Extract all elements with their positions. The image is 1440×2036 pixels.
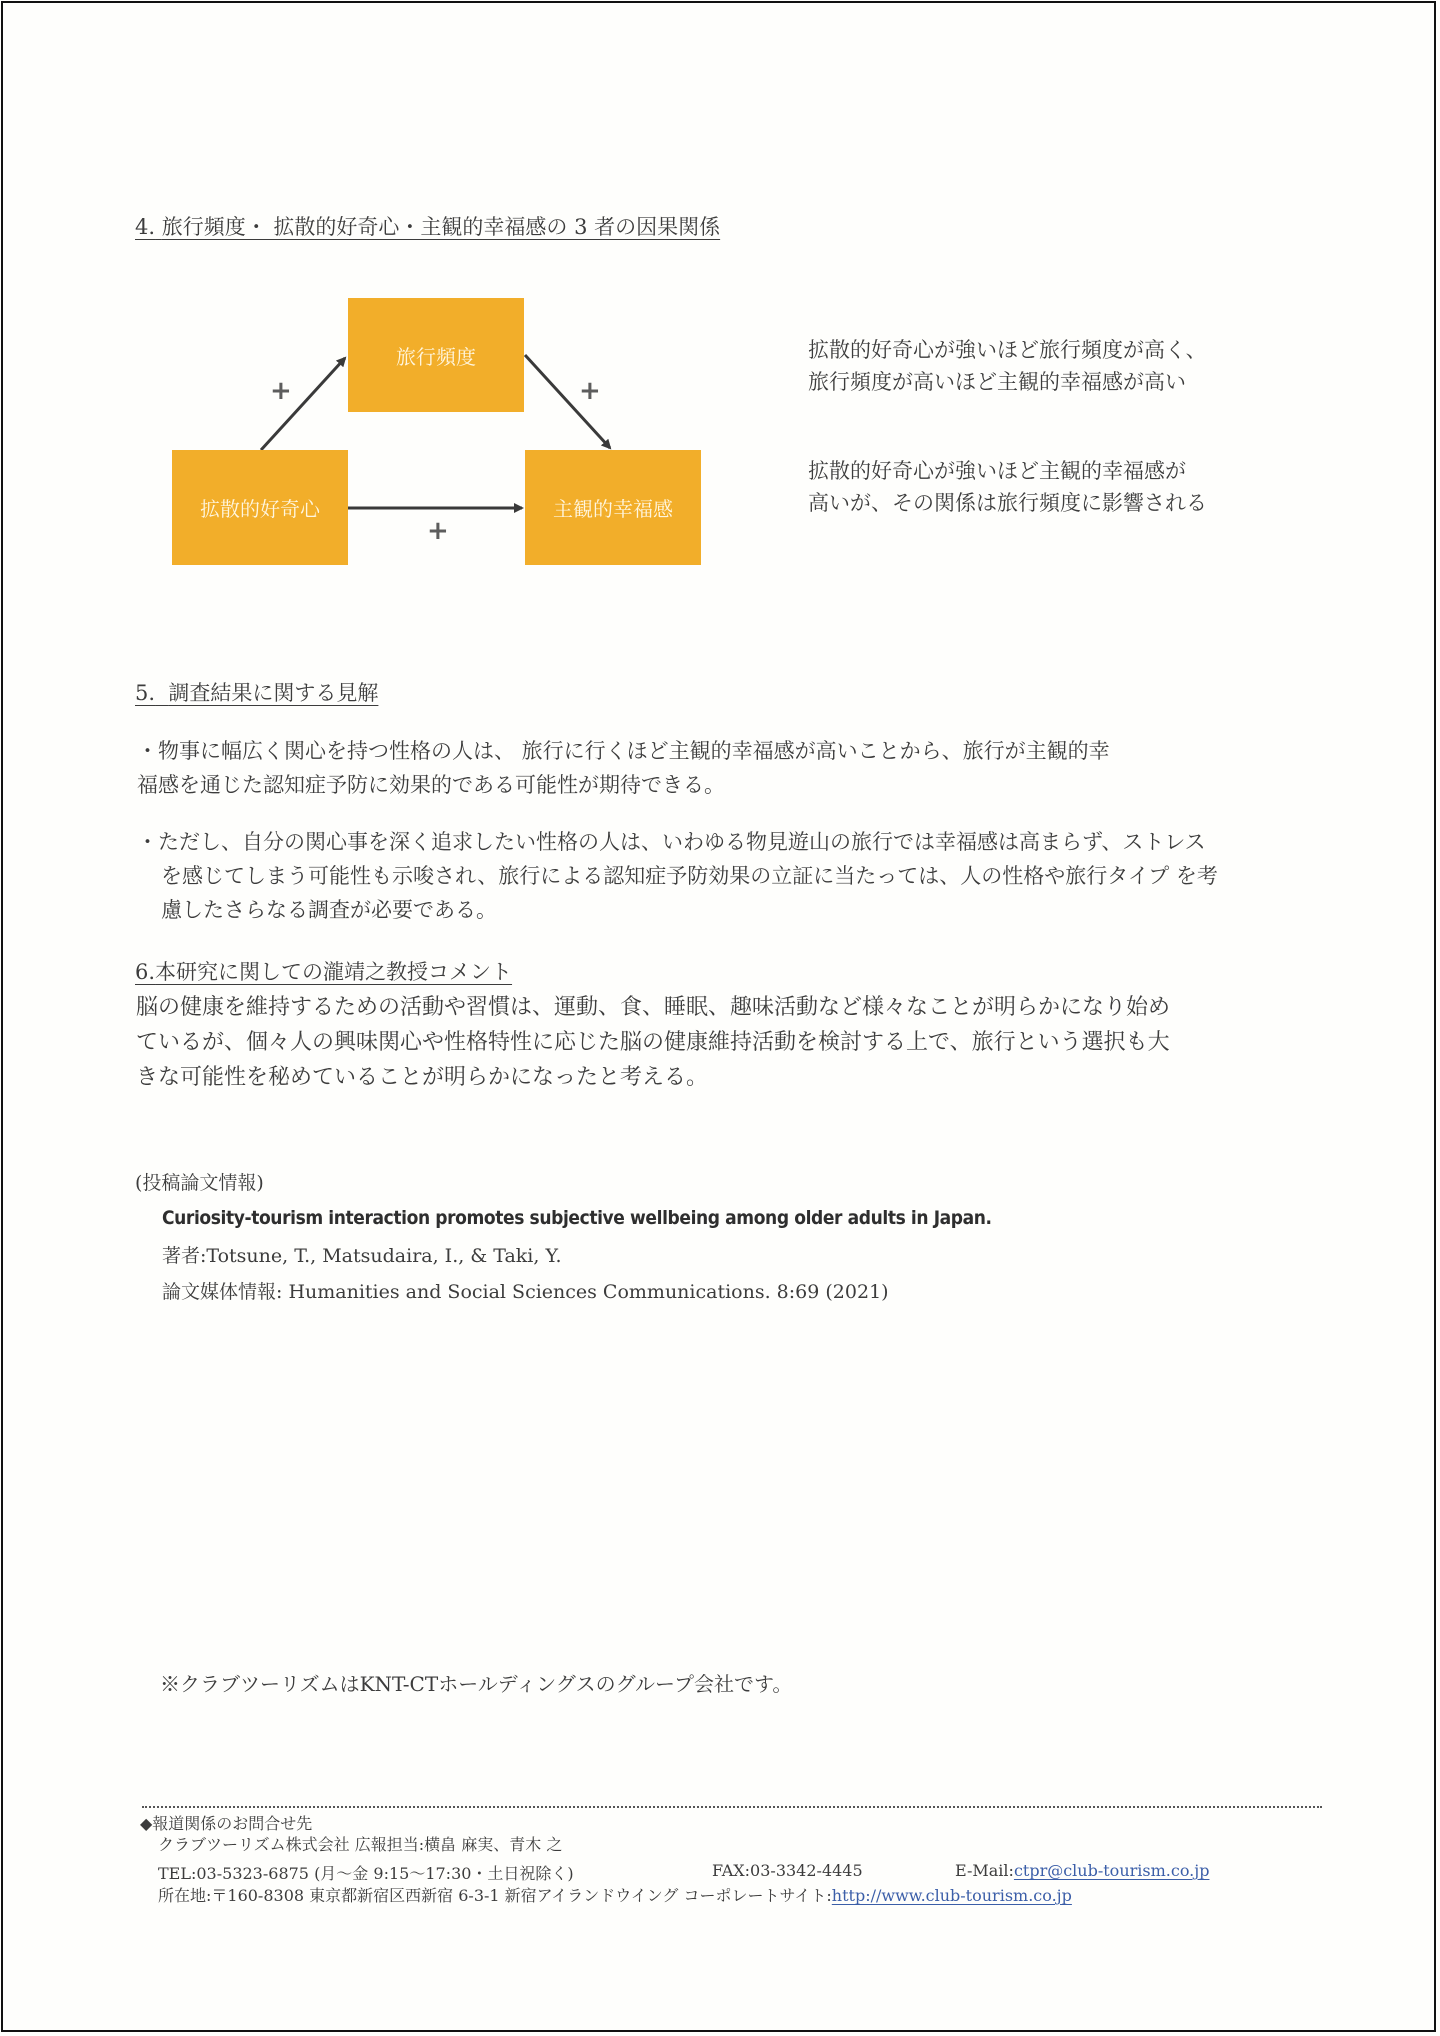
section-6-comment <box>136 990 1170 1095</box>
diagram-note-1 <box>808 334 1207 398</box>
section-4-number: 4. <box>135 215 156 239</box>
section-6-number: 6. <box>135 960 156 984</box>
group-company-note: ※クラブツーリズムはKNT-CTホールディングスのグループ会社です。 <box>160 1672 793 1696</box>
diagram-note-2 <box>808 455 1207 519</box>
contact-email <box>955 1861 1209 1880</box>
note-line: 拡散的好奇心が強いほど主観的幸福感が <box>808 459 1186 483</box>
paper-authors <box>162 1241 562 1268</box>
contact-company: クラブツーリズム株式会社 広報担当:横畠 麻実、青木 之 <box>158 1835 563 1854</box>
text-line: きな可能性を秘めていることが明らかになったと考える。 <box>136 1065 709 1090</box>
authors-value: Totsune, T., Matsudaira, I., & Taki, Y. <box>206 1245 562 1267</box>
media-value: Humanities and Social Sciences Communications. 8:69 (2021) <box>288 1281 889 1303</box>
plus-sign-curiosity-travel: + <box>270 376 292 406</box>
plus-sign-travel-wellbeing: + <box>579 376 601 406</box>
paper-title: Curiosity-tourism interaction promotes subjective wellbeing among older adults in Japan. <box>162 1207 992 1229</box>
contact-tel: TEL:03-5323-6875 (月～金 9:15～17:30・土日祝除く) <box>158 1864 574 1883</box>
node-label: 旅行頻度 <box>396 344 476 369</box>
section-5-number: 5. <box>135 681 156 705</box>
section-5-heading <box>135 677 378 707</box>
note-line: 拡散的好奇心が強いほど旅行頻度が高く、 <box>808 338 1207 362</box>
address-text: 所在地:〒160-8308 東京都新宿区西新宿 6-3-1 新宿アイランドウイング コーポレートサイト: <box>158 1886 832 1905</box>
section-6-heading <box>135 956 512 986</box>
email-link[interactable]: ctpr@club-tourism.co.jp <box>1013 1861 1210 1880</box>
text-line: ているが、個々人の興味関心や性格特性に応じた脳の健康維持活動を検討する上で、旅行という選択も大 <box>136 1030 1170 1055</box>
text-line: 脳の健康を維持するための活動や習慣は、運動、食、睡眠、趣味活動など様々なことが明らかになり始め <box>136 995 1171 1020</box>
note-line: 旅行頻度が高いほど主観的幸福感が高い <box>808 370 1186 394</box>
paper-media <box>162 1277 889 1304</box>
contact-address <box>158 1883 1072 1906</box>
media-label: 論文媒体情報: <box>162 1281 283 1303</box>
note-line: 高いが、その関係は旅行頻度に影響される <box>808 491 1207 515</box>
contact-fax: FAX:03-3342-4445 <box>712 1861 863 1880</box>
section-5-bullet-1 <box>137 734 1110 802</box>
paper-info-label: (投稿論文情報) <box>135 1172 264 1194</box>
section-5-bullet-2 <box>137 825 1218 927</box>
text-line: 慮したさらなる調査が必要である。 <box>161 898 497 922</box>
text-line: ・ただし、自分の関心事を深く追求したい性格の人は、いわゆる物見遊山の旅行では幸福感は高まらず、ストレス <box>137 830 1206 854</box>
plus-sign-curiosity-wellbeing: + <box>427 516 449 546</box>
authors-label: 著者: <box>162 1245 207 1267</box>
section-5-title: 調査結果に関する見解 <box>168 681 379 705</box>
text-line: を感じてしまう可能性も示唆され、旅行による認知症予防効果の立証に当たっては、人の性格や旅行タイプ を考 <box>161 864 1218 888</box>
email-label: E-Mail: <box>955 1861 1014 1880</box>
text-line: 福感を通じた認知症予防に効果的である可能性が期待できる。 <box>137 773 725 797</box>
section-4-title: 旅行頻度・ 拡散的好奇心・主観的幸福感の 3 者の因果関係 <box>161 215 721 239</box>
diagram-arrows <box>0 0 1440 700</box>
section-6-title: 本研究に関しての瀧靖之教授コメント <box>155 960 513 984</box>
node-label: 拡散的好奇心 <box>200 497 320 521</box>
text-line: ・物事に幅広く関心を持つ性格の人は、 旅行に行くほど主観的幸福感が高いことから、旅行が主観的幸 <box>137 739 1110 763</box>
website-link[interactable]: http://www.club-tourism.co.jp <box>831 1886 1072 1905</box>
node-subjective-wellbeing <box>525 450 701 565</box>
node-travel-frequency <box>348 298 524 412</box>
node-diversive-curiosity <box>172 450 348 565</box>
footer-divider <box>142 1806 1322 1808</box>
contact-heading: ◆報道関係のお問合せ先 <box>140 1814 313 1833</box>
node-label: 主観的幸福感 <box>553 497 673 521</box>
